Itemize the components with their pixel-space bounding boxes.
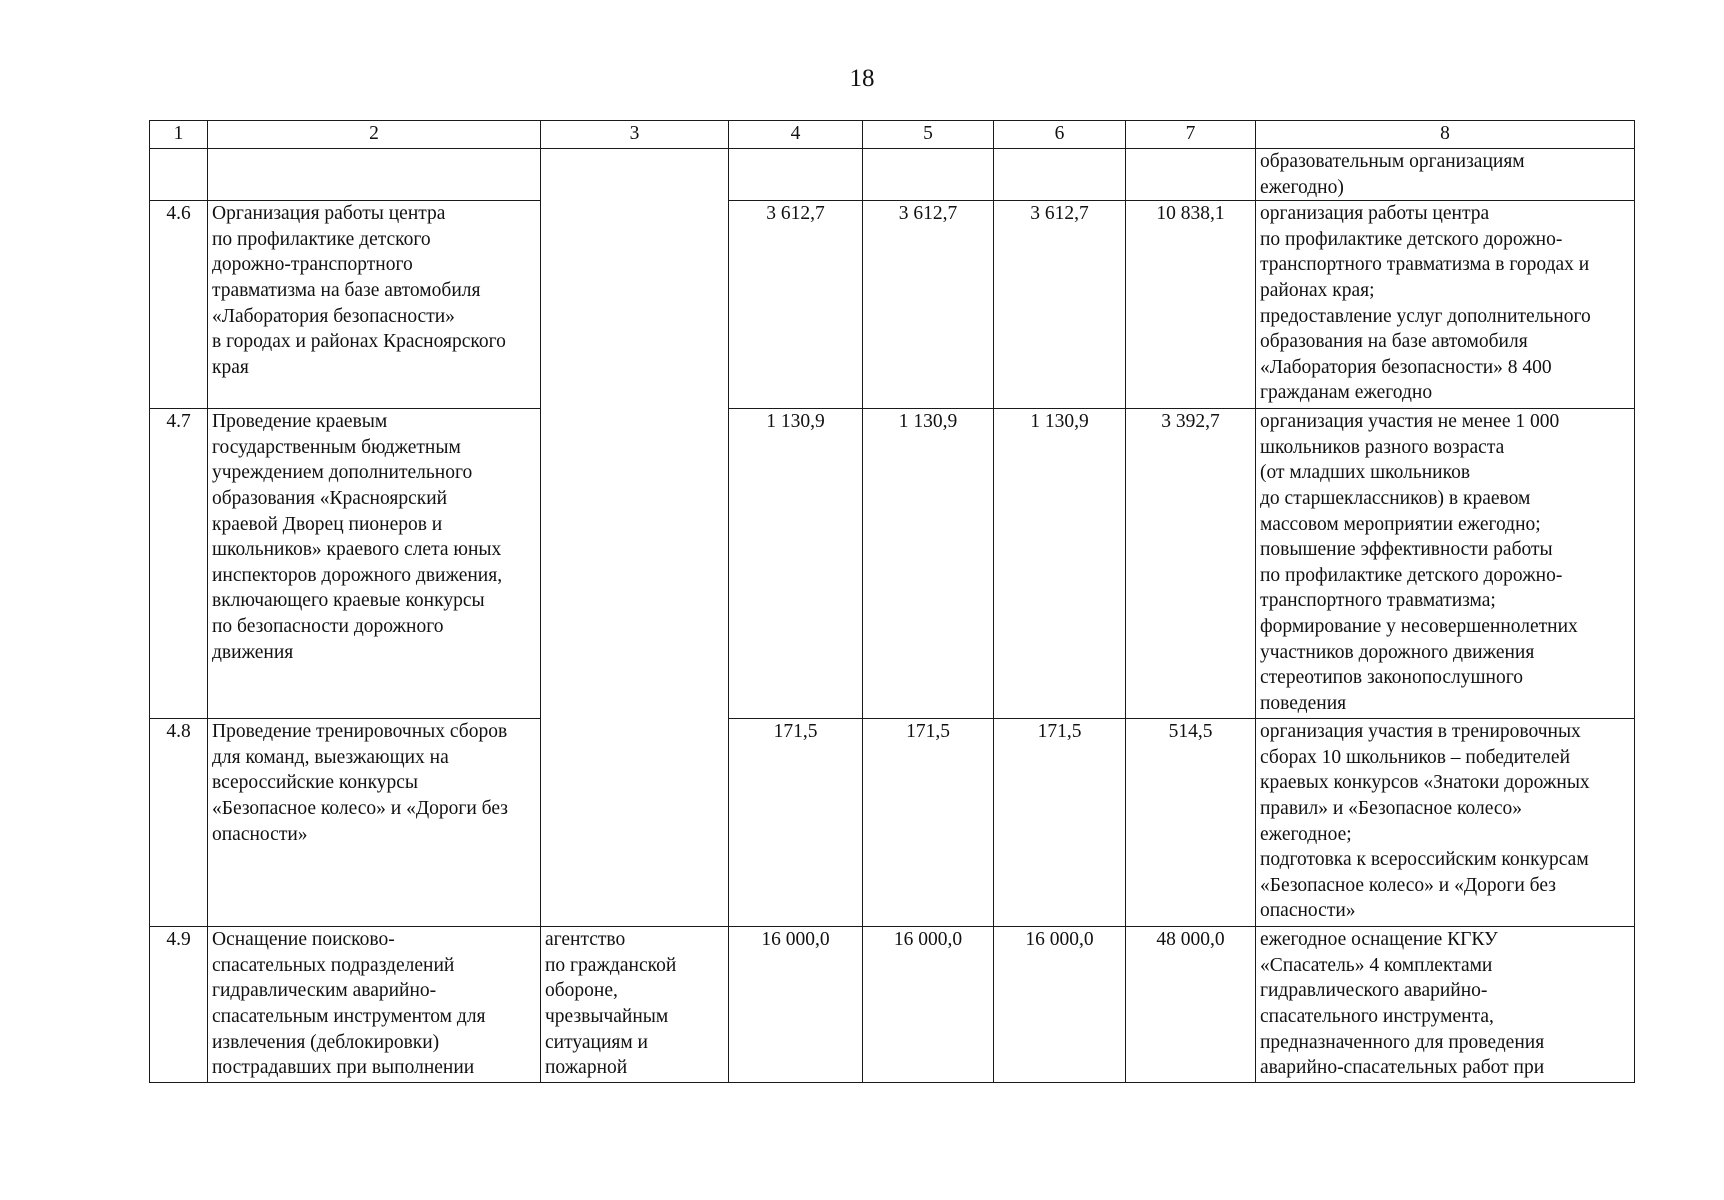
header-cell-4: 4 <box>729 121 863 149</box>
row-result <box>1256 149 1635 201</box>
row-result <box>1256 927 1635 1083</box>
row-year3: 1 130,9 <box>994 409 1126 719</box>
program-table <box>149 120 1635 1083</box>
header-cell-1: 1 <box>150 121 208 149</box>
row-executor-merged <box>541 149 729 927</box>
row-name-text: Оснащение поисково- спасательных подразделений гидравлическим аварийно- спасательным инструментом для извлечения (деблокировки) пострадавших при выполнении <box>212 929 486 1079</box>
row-year1 <box>729 149 863 201</box>
row-result <box>1256 409 1635 719</box>
row-total: 10 838,1 <box>1126 201 1256 409</box>
row-number: 4.8 <box>150 719 208 927</box>
header-cell-8: 8 <box>1256 121 1635 149</box>
row-year2: 16 000,0 <box>863 927 994 1083</box>
row-name-text: Проведение краевым государственным бюджетным учреждением дополнительного образования «Красноярский краевой Дворец пионеров и школьников» краевого слета юных инспекторов дорожного движения, включающего краевые конкурсы по безопасности дорожного движения <box>212 411 503 663</box>
row-executor-text: агентство по гражданской обороне, чрезвычайным ситуациям и пожарной <box>545 929 677 1079</box>
row-year3 <box>994 149 1126 201</box>
row-year3: 16 000,0 <box>994 927 1126 1083</box>
row-name <box>208 201 541 409</box>
row-number: 4.9 <box>150 927 208 1083</box>
header-cell-2: 2 <box>208 121 541 149</box>
row-number: 4.7 <box>150 409 208 719</box>
row-name-text: Организация работы центра по профилактике детского дорожно-транспортного травматизма на базе автомобиля «Лаборатория безопасности» в городах и районах Красноярского края <box>212 203 506 378</box>
row-name <box>208 719 541 927</box>
row-year2 <box>863 149 994 201</box>
row-result-text: организация участия в тренировочных сборах 10 школьников – победителей краевых конкурсов «Знатоки дорожных правил» и «Безопасное колесо» ежегодное; подготовка к всероссийским конкурсам «Безопасное колесо» и «Дороги без опасности» <box>1260 721 1590 922</box>
row-year1: 1 130,9 <box>729 409 863 719</box>
row-total: 514,5 <box>1126 719 1256 927</box>
row-total: 48 000,0 <box>1126 927 1256 1083</box>
row-executor <box>541 927 729 1083</box>
row-year3: 171,5 <box>994 719 1126 927</box>
header-cell-5: 5 <box>863 121 994 149</box>
row-year1: 171,5 <box>729 719 863 927</box>
row-total: 3 392,7 <box>1126 409 1256 719</box>
row-name <box>208 927 541 1083</box>
header-cell-6: 6 <box>994 121 1126 149</box>
header-cell-3: 3 <box>541 121 729 149</box>
table-header-row <box>150 121 1635 149</box>
row-result-text: организация работы центра по профилактике детского дорожно- транспортного травматизма в городах и районах края; предоставление услуг дополнительного образования на базе автомобиля «Лаборатория безопасности» 8 400 гражданам ежегодно <box>1260 203 1591 404</box>
row-year2: 1 130,9 <box>863 409 994 719</box>
row-number: 4.6 <box>150 201 208 409</box>
row-result <box>1256 719 1635 927</box>
row-year2: 3 612,7 <box>863 201 994 409</box>
table-row <box>150 201 1635 409</box>
table-row-continuation <box>150 149 1635 201</box>
row-number <box>150 149 208 201</box>
row-name-text: Проведение тренировочных сборов для команд, выезжающих на всероссийские конкурсы «Безопасное колесо» и «Дороги без опасности» <box>212 721 508 845</box>
row-year1: 16 000,0 <box>729 927 863 1083</box>
row-total <box>1126 149 1256 201</box>
table-row <box>150 409 1635 719</box>
header-cell-7: 7 <box>1126 121 1256 149</box>
page-number: 18 <box>849 65 875 92</box>
table-row <box>150 927 1635 1083</box>
row-result-text: ежегодное оснащение КГКУ «Спасатель» 4 комплектами гидравлического аварийно- спасательного инструмента, предназначенного для проведения аварийно-спасательных работ при <box>1260 929 1545 1079</box>
row-result-text: образовательным организациям ежегодно) <box>1260 151 1525 198</box>
row-year1: 3 612,7 <box>729 201 863 409</box>
table-row <box>150 719 1635 927</box>
row-result <box>1256 201 1635 409</box>
row-year2: 171,5 <box>863 719 994 927</box>
row-year3: 3 612,7 <box>994 201 1126 409</box>
row-name <box>208 149 541 201</box>
row-result-text: организация участия не менее 1 000 школьников разного возраста (от младших школьников до старшеклассников) в краевом массовом мероприятии ежегодно; повышение эффективности работы по профилактике детского дорожно- транспортного травматизма; формирование у несовершеннолетних участников дорожного движения стереотипов законопослушного поведения <box>1260 411 1578 714</box>
row-name <box>208 409 541 719</box>
